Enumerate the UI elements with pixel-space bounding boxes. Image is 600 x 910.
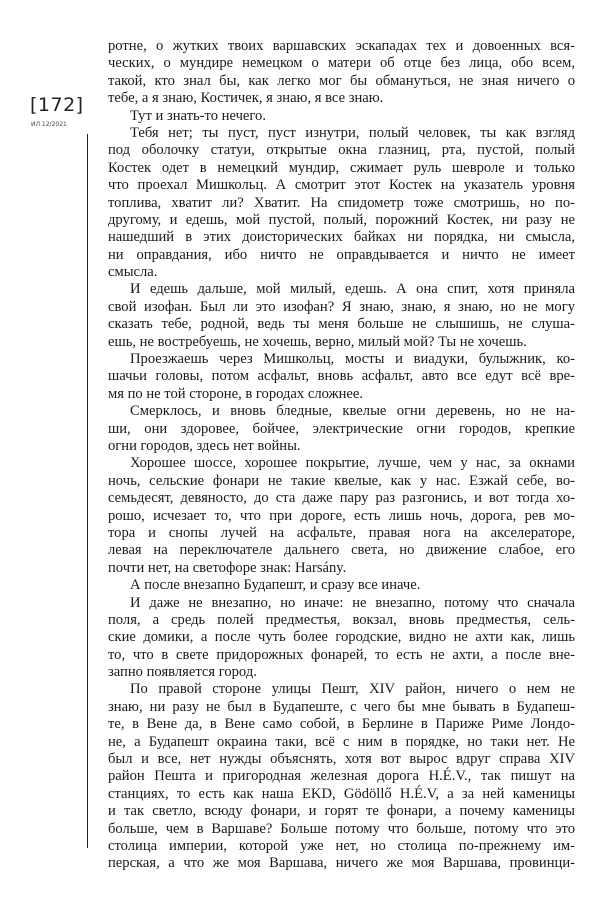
page-number: [172] <box>30 94 84 116</box>
text-line: тебе, а я знаю, Костичек, я знаю, я все знаю. <box>108 90 384 107</box>
paragraph <box>108 108 575 125</box>
paragraph <box>108 577 575 594</box>
text-line: знаю, ни разу не был в Будапеште, с чего бы мне бывать в Будапеш- <box>108 698 575 715</box>
text-line: рошо, исчезает то, что при дороге, есть лишь ночь, дорога, рев мо- <box>108 507 575 524</box>
paragraph <box>108 403 575 455</box>
paragraph <box>108 681 575 872</box>
text-line: ни оправдания, ибо ничто не оправдывается и ничто не имеет <box>108 246 575 263</box>
text-line: то, что в свете придорожных фонарей, то есть не ахти, а после вне- <box>108 646 575 663</box>
text-line: левая на переключателе дальнего света, но движение слабое, его <box>108 542 575 559</box>
paragraph <box>108 455 575 577</box>
text-line: Тебя нет; ты пуст, пуст изнутри, полый человек, ты как взгляд <box>130 124 575 141</box>
text-line: шачьи головы, потом асфальт, вновь асфальт, авто все едут всё вре- <box>108 368 575 385</box>
text-line: ческих, о мундире немецком о матери об отце без лица, обо всем, <box>108 55 575 72</box>
text-line: Проезжаешь через Мишкольц, мосты и виадуки, булыжник, ко- <box>130 351 575 368</box>
text-line: ские домики, а после чуть более городские, видно не ахти как, лишь <box>108 629 575 646</box>
text-line: И даже не внезапно, но иначе: не внезапно, потому что сначала <box>130 594 575 611</box>
text-line: Костек одет в немецкий мундир, сжимает руль шевроле и только <box>108 159 575 176</box>
text-line: ночь, сельские фонари не такие квелые, как у нас. Езжай себе, во- <box>108 472 575 489</box>
text-line: тора и снопы лучей на асфальте, правая нога на акселераторе, <box>108 524 575 541</box>
text-line: почти нет, на светофоре знак: Harsány. <box>108 559 347 576</box>
text-line: что проехал Мишкольц. А смотрит этот Костек на указатель уровня <box>108 177 575 194</box>
text-line: столица империи, которой уже нет, но столица по-прежнему им- <box>108 837 575 854</box>
text-line: нашедший в этих доисторических байках ни порядка, ни смысла, <box>108 229 575 246</box>
text-line: те, в Вене да, в Вене само собой, в Берлине в Париже Риме Лондо- <box>108 716 575 733</box>
text-line: И едешь дальше, мой милый, едешь. А она спит, хотя приняла <box>130 281 575 298</box>
text-line: свой изофан. Был ли это изофан? Я знаю, знаю, я знаю, но не могу <box>108 298 575 315</box>
text-line: А после внезапно Будапешт, и сразу все иначе. <box>130 577 421 594</box>
text-line: район Пешта и пригородная железная дорога H.É.V., так пишут на <box>108 768 575 785</box>
text-line: Тут и знать-то нечего. <box>130 107 266 124</box>
paragraph <box>108 351 575 403</box>
text-line: запно появляется город. <box>108 664 257 681</box>
text-line: мя по не той стороне, в городах сложнее. <box>108 385 364 402</box>
issue-label: ИЛ 12/2021 <box>31 121 67 128</box>
text-line: такой, кто знал бы, как легко мог бы обмануться, не зная ничего о <box>108 72 575 89</box>
text-line: сказать тебе, родной, ведь ты меня больше не слышишь, не слуша- <box>108 316 575 333</box>
text-line: под оболочку статуи, открытые окна глазниц, рта, пустой, полый <box>108 142 575 159</box>
text-line: больше, чем в Варшаве? Больше потому что больше, потому что это <box>108 820 575 837</box>
text-line: поля, а средь полей предместья, вокзал, вновь предместья, сель- <box>108 611 575 628</box>
text-line: ротне, о жутких твоих варшавских эскападах тех и довоенных вся- <box>108 38 575 54</box>
text-line: другому, и едешь, мой пустой, полый, порожний Костек, ни разу не <box>108 211 575 228</box>
text-line: не, а Будапешт окраина таки, всё с ним в порядке, но таки нет. Не <box>108 733 575 750</box>
text-line: ши, они здоровее, бойчее, электрические огни городов, крепкие <box>108 420 575 437</box>
text-line: был и все, нет нужды объяснять, хотя вот вырос вдруг справа XIV <box>108 751 575 768</box>
text-line: огни городов, здесь нет войны. <box>108 437 301 454</box>
text-line: Смерклось, и вновь бледные, квелые огни деревень, но не на- <box>130 403 575 420</box>
paragraph <box>108 281 575 351</box>
body-text <box>108 38 575 873</box>
paragraph <box>108 38 575 108</box>
text-line: и так светло, всюду фонари, и горят те фонари, а почему каменицы <box>108 803 575 820</box>
text-line: семьдесят, девяносто, до ста даже пару раз разгонись, и вот тогда хо- <box>108 490 575 507</box>
text-line: станциях, то есть как наша EKD, Gödöllő H.É.V, а за ней каменицы <box>108 785 575 802</box>
paragraph <box>108 125 575 282</box>
paragraph <box>108 595 575 682</box>
margin-rule <box>87 134 88 848</box>
text-line: По правой стороне улицы Пешт, XIV район, ничего о нем не <box>130 681 575 698</box>
text-line: смысла. <box>108 264 158 281</box>
text-line: перская, а что же моя Варшава, ничего же моя Варшава, провинци- <box>108 855 575 872</box>
text-line: ешь, не востребуешь, не хочешь, верно, милый мой? Ты не хочешь. <box>108 333 527 350</box>
text-line: топлива, хватит ли? Хватит. На спидометр тоже смотришь, но по- <box>108 194 575 211</box>
text-line: Хорошее шоссе, хорошее покрытие, лучше, чем у нас, за окнами <box>130 455 575 472</box>
